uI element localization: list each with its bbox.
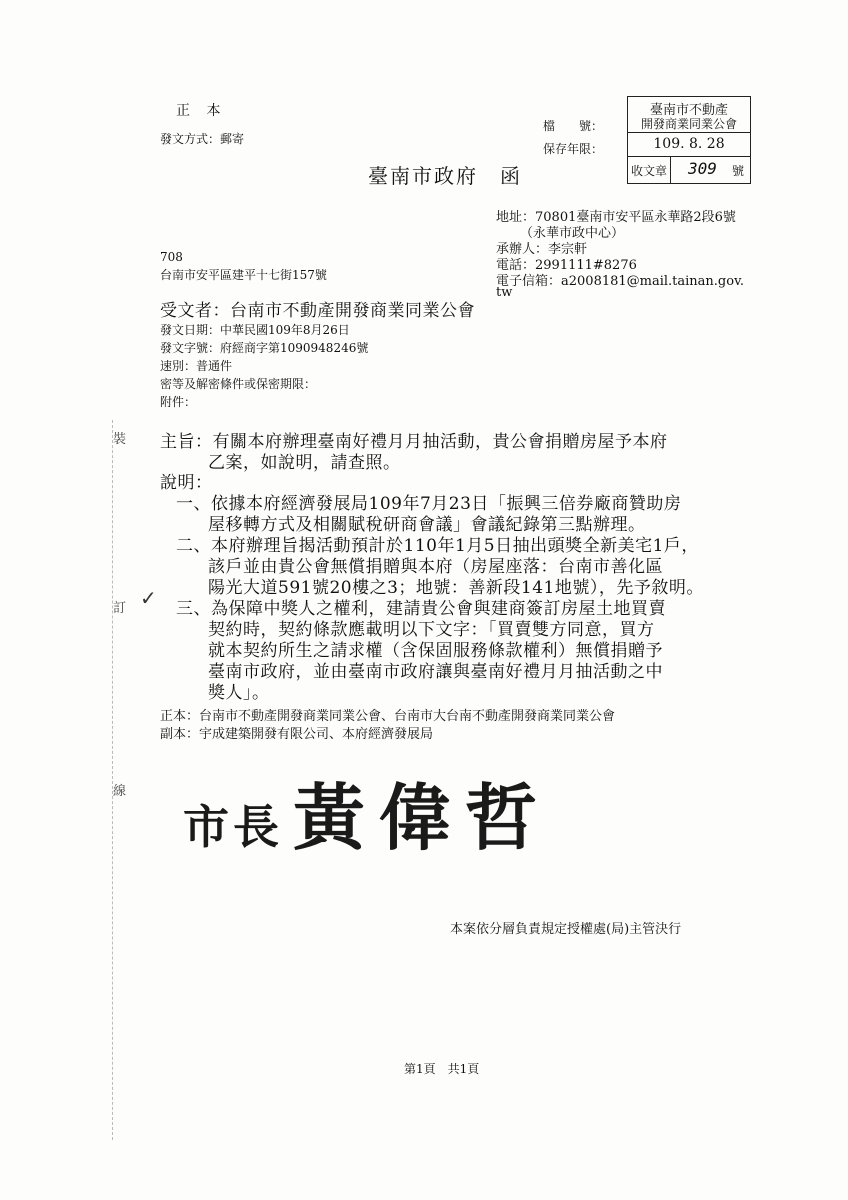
- stamp-date: 109. 8. 28: [653, 136, 725, 152]
- explanation-item3-line5: 獎人」。: [208, 683, 270, 703]
- explanation-label: 說明：: [160, 473, 213, 493]
- stamp-org-line2: 開發商業同業公會: [640, 117, 737, 131]
- copy-type: 正 本: [176, 103, 227, 119]
- explanation-item2-line3: 陽光大道591號20樓之3；地號：善新段141地號），先予敘明。: [208, 578, 704, 598]
- recipient-street: 台南市安平區建平十七街157號: [160, 268, 327, 282]
- margin-mark-xian: 線: [113, 784, 127, 799]
- stamp-org-line1: 臺南市不動產: [649, 103, 728, 118]
- reference-number: 發文字號：府經商字第1090948246號: [160, 341, 369, 355]
- sender-email: 電子信箱：a2008181@mail.tainan.gov.: [496, 274, 745, 289]
- document-title: 臺南市政府 函: [368, 164, 522, 188]
- recipient-zip: 708: [160, 250, 183, 264]
- margin-mark-ding: 訂: [113, 601, 127, 616]
- attachment: 附件：: [160, 395, 197, 409]
- explanation-item3-line1: 三、為保障中獎人之權利，建請貴公會與建商簽訂房屋土地買賣: [176, 599, 666, 619]
- secrecy-level: 密等及解密條件或保密期限：: [160, 377, 317, 391]
- send-method: 發文方式：郵寄: [160, 132, 245, 146]
- sender-contact: 承辦人：李宗軒: [496, 242, 588, 257]
- subject-line2: 乙案，如說明，請查照。: [208, 453, 401, 473]
- explanation-item1-line1: 一、依據本府經濟發展局109年7月23日「振興三倍券廠商贊助房: [176, 494, 682, 514]
- file-no-label: 檔 號：: [543, 119, 604, 133]
- retention-label: 保存年限：: [543, 142, 604, 156]
- stamp-receipt-number: 309: [688, 159, 717, 178]
- check-mark-icon: ✓: [140, 586, 157, 610]
- sender-phone: 電話：2991111#8276: [496, 258, 637, 273]
- sender-email-cont: tw: [496, 285, 513, 300]
- explanation-item2-line1: 二、本府辦理旨揭活動預計於110年1月5日抽出頭獎全新美宅1戶，: [176, 536, 699, 556]
- sender-address: 地址：70801臺南市安平區永華路2段6號: [496, 210, 736, 225]
- stamp-receipt-label: 收文章: [631, 164, 668, 178]
- margin-mark-zhuang: 裝: [113, 432, 127, 447]
- stamp-receipt-suffix: 號: [732, 164, 745, 178]
- distribution-original: 正本：台南市不動產開發商業同業公會、台南市大台南不動產開發商業同業公會: [160, 709, 616, 724]
- issue-date: 發文日期：中華民國109年8月26日: [160, 323, 350, 337]
- signature-name: 黃偉哲: [293, 775, 552, 860]
- mayor-signature-seal: [183, 760, 551, 864]
- explanation-item3-line4: 臺南市政府，並由臺南市政府讓與臺南好禮月月抽活動之中: [208, 662, 663, 682]
- recipient: 受文者：台南市不動產開發商業同業公會: [160, 301, 475, 321]
- explanation-item2-line2: 該戶並由貴公會無償捐贈與本府（房屋座落：台南市善化區: [208, 557, 663, 577]
- explanation-item3-line2: 契約時，契約條款應載明以下文字：「買賣雙方同意，買方: [208, 620, 655, 640]
- receipt-stamp: [627, 96, 751, 184]
- explanation-item1-line2: 屋移轉方式及相關賦稅研商會議」會議紀錄第三點辦理。: [208, 515, 646, 535]
- sender-address-note: （永華市政中心）: [520, 226, 625, 241]
- delegation-note: 本案依分層負責規定授權處(局)主管決行: [450, 922, 682, 937]
- explanation-item3-line3: 就本契約所生之請求權（含保固服務條款權利）無償捐贈予: [208, 641, 663, 661]
- subject-line1: 主旨：有關本府辦理臺南好禮月月抽活動，貴公會捐贈房屋予本府: [160, 432, 668, 452]
- page-footer: 第1頁 共1頁: [404, 1062, 480, 1076]
- signature-title: 市長: [183, 800, 283, 854]
- distribution-copy: 副本：宇成建築開發有限公司、本府經濟發展局: [160, 727, 434, 742]
- delivery-speed: 速別：普通件: [160, 359, 233, 373]
